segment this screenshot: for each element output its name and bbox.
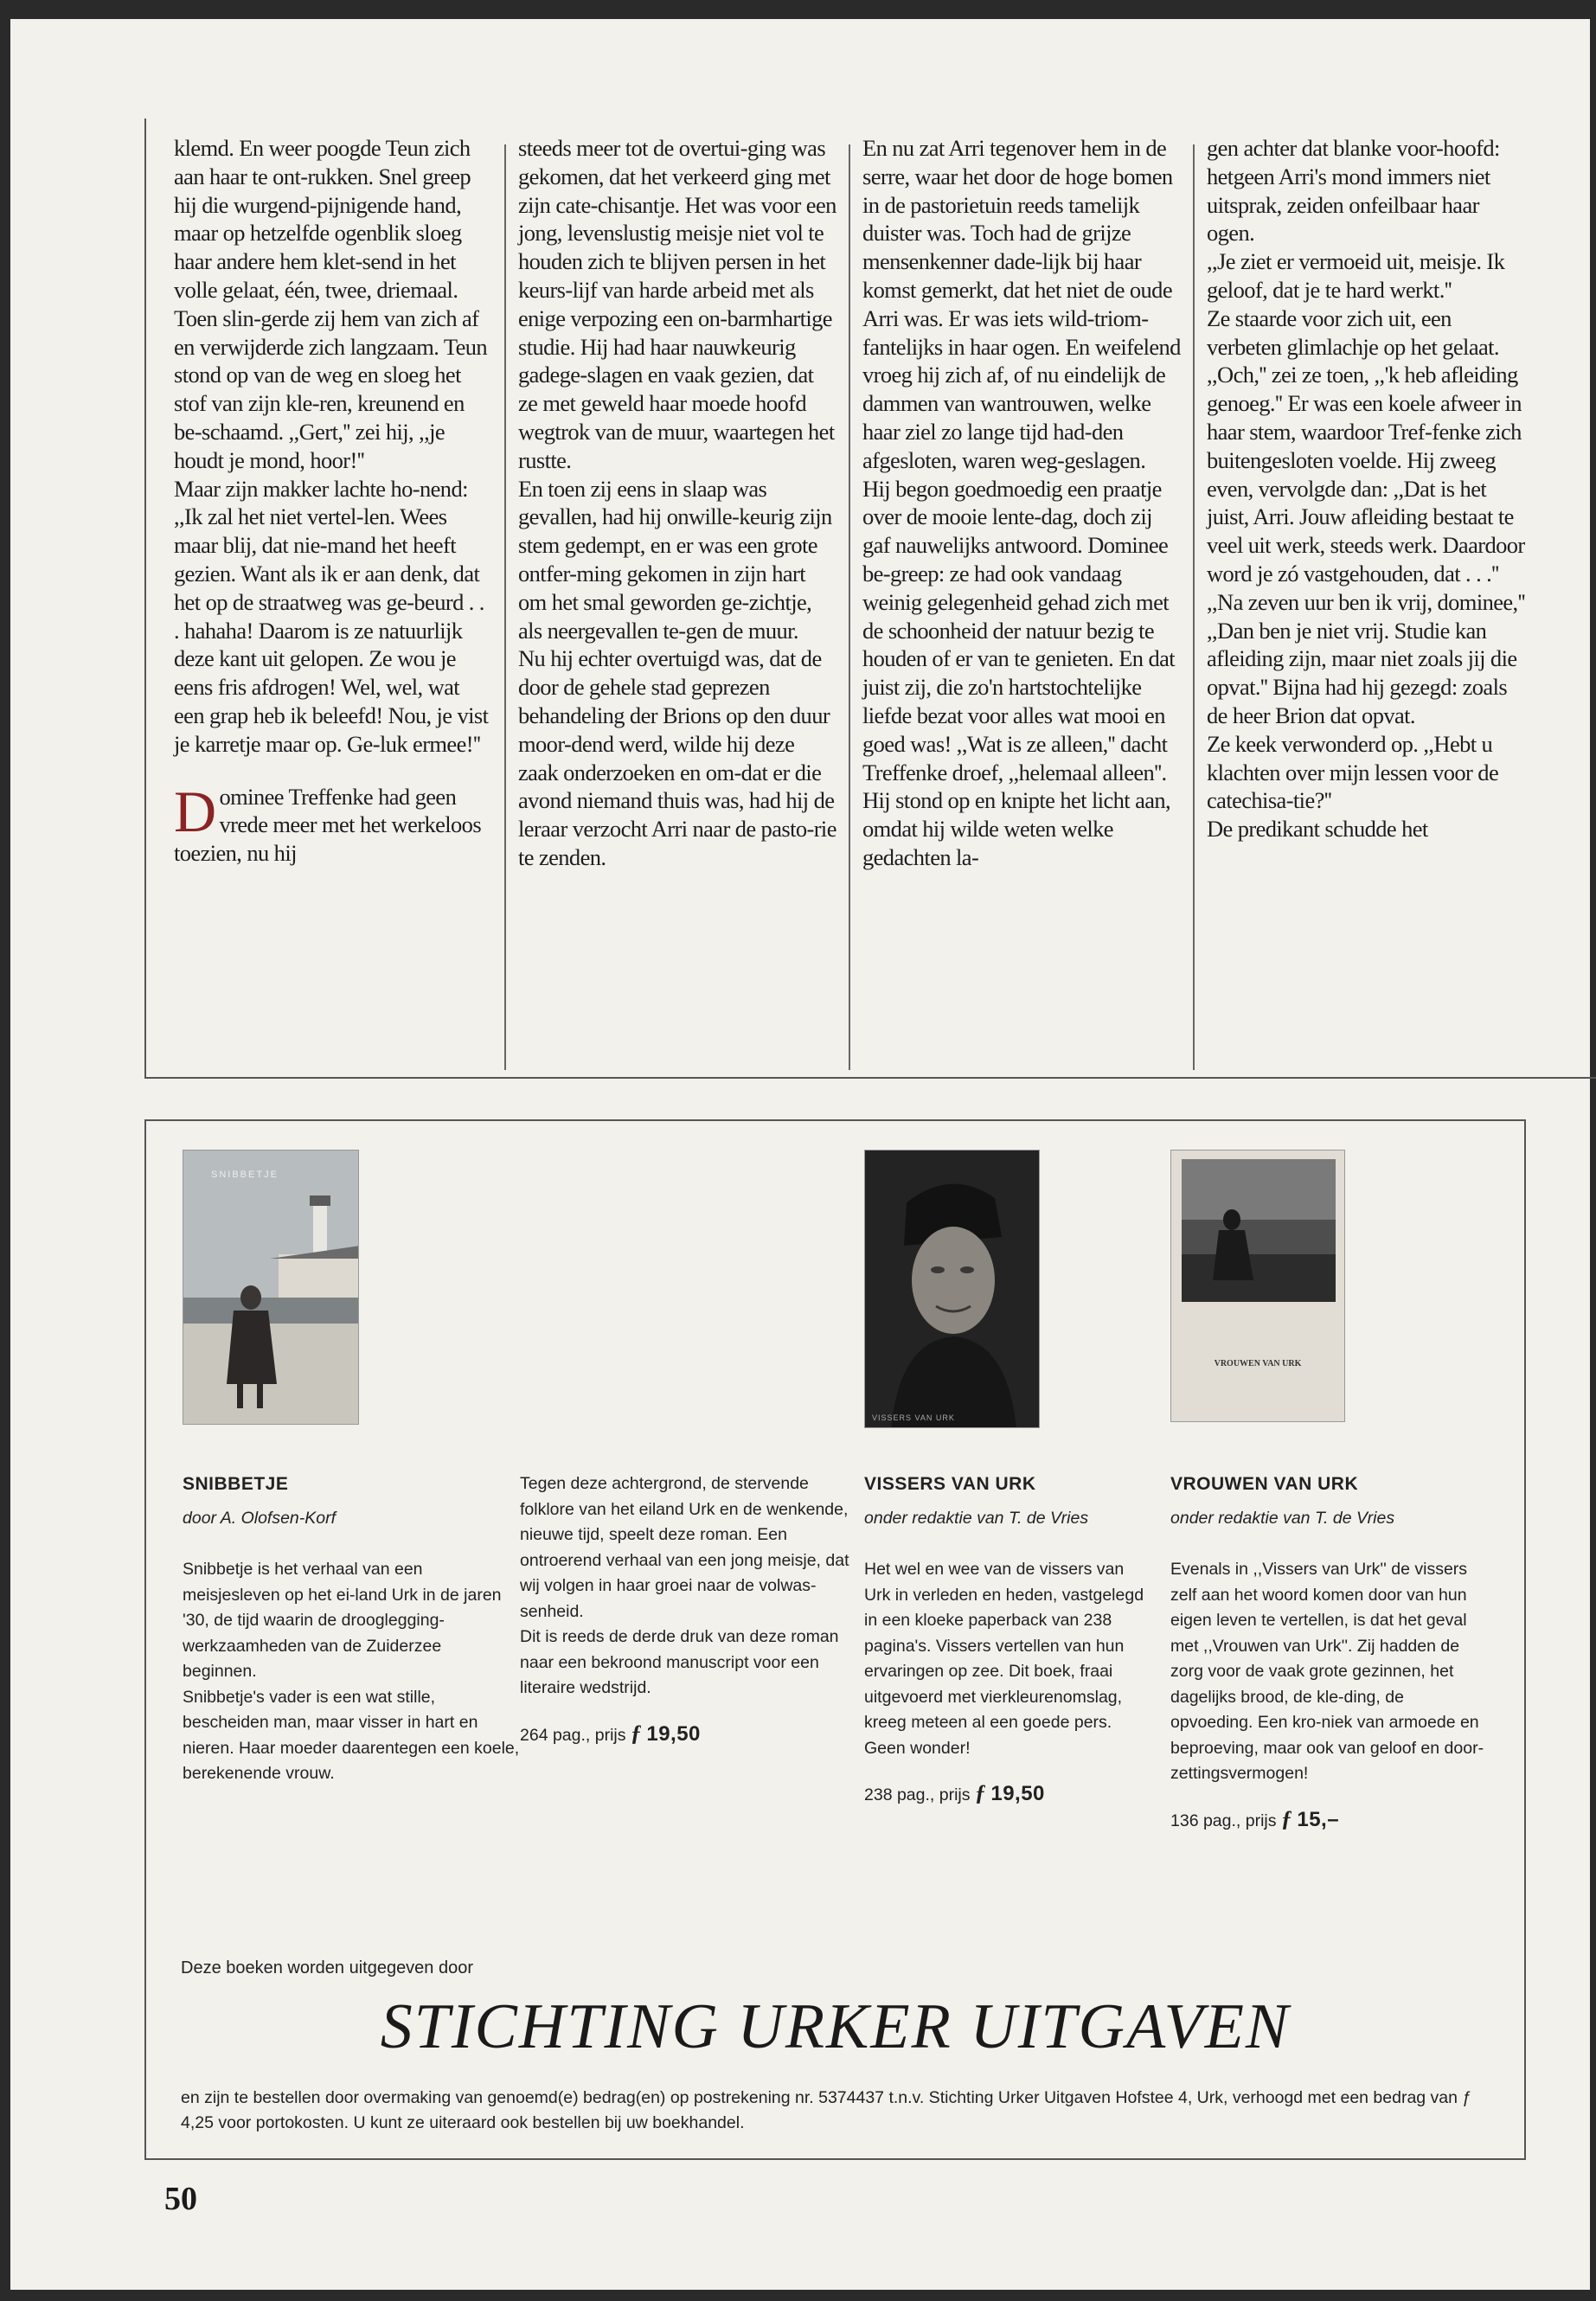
story-column-4: [1207, 134, 1525, 1068]
publisher-intro: Deze boeken worden uitgegeven door: [181, 1958, 474, 1977]
book-advertisement: [144, 1119, 1526, 2160]
drop-cap: D: [174, 778, 216, 844]
book-price: [520, 1721, 857, 1749]
price-value: 19,50: [990, 1782, 1045, 1805]
cover-illustration: [183, 1150, 359, 1425]
story-column-2: [518, 134, 836, 1068]
paragraph: Ze staarde voor zich uit, een verbeten glimlachje op het gelaat. ,,Och,'' zei ze toen, ,,'k heb afleiding genoeg.'' Er was een koele afweer in haar stem, waardoor Tref-fenke zich buitengesloten voelde. Hij zweeg even, vervolgde dan: ,,Dat is het juist, Arri. Jouw afleiding bestaat te veel uit werk, steeds werk. Daardoor word je zó vastgehouden, dat . . .'': [1207, 304, 1525, 586]
book-cover-snibbetje: [183, 1150, 359, 1425]
order-info: en zijn te bestellen door overmaking van genoemd(e) bedrag(en) op postrekening nr. 5374437 t.n.v. Stichting Urker Uitgaven Hofstee 4, Urk, verhoogd met een bedrag van ƒ 4,25 voor portokosten. U kunt ze uiteraard ook bestellen bij uw boekhandel.: [181, 2088, 1472, 2132]
paragraph: ,,Dan ben je niet vrij. Studie kan afleiding zijn, maar niet zoals jij die opvat.'' Bijna had hij gezegd: zoals de heer Brion dat opvat.: [1207, 617, 1517, 728]
book-cover-vissers-van-urk: [864, 1150, 1040, 1428]
story-column-3: [862, 134, 1181, 1068]
paragraph: Ze keek verwonderd op. ,,Hebt u klachten over mijn lessen voor de catechisa-tie?'': [1207, 730, 1499, 814]
book-description: Tegen deze achtergrond, de stervende folklore van het eiland Urk en de wenkende, nieuwe tijd, speelt deze roman. Een ontroerend verhaal van een jong meisje, dat wij volgen in haar groei naar de volwas-senheid.: [520, 1474, 849, 1621]
book-vrouwen-van-urk: [1170, 1471, 1490, 1834]
cover-title: SNIBBETJE: [211, 1170, 279, 1180]
paragraph: klemd. En weer poogde Teun zich aan haar te ont-rukken. Snel greep hij die wurgend-pijnigende hand, maar op hetzelfde ogenblik sloeg haar andere hem klet-send in het volle gelaat, één, twee, driemaal. Toen slin-gerde zij hem van zich af en verwijderde zich langzaam. Teun stond op van de weg en sloeg het stof van zijn kle-ren, kreunend en be-schaamd. ,,Gert,'' zei hij, ,,je houdt je mond, hoor!'': [174, 135, 488, 473]
paragraph: De predikant schudde het: [1207, 816, 1428, 843]
paragraph: En nu zat Arri tegenover hem in de serre, waar het door de hoge bomen in de pastorietuin reeds tamelijk duister was. Toch had de grijze mensenkenner dade-lijk bij haar komst gemerkt, dat het niet de oude Arri was. Er was iets wild-triom-fantelijks in haar ogen. En weifelend vroeg hij zich af, of nu eindelijk de dammen van wantrouwen, welke haar ziel zo lange tijd had-den afgesloten, waren weg-geslagen.: [862, 135, 1181, 473]
column-rule: [504, 144, 506, 1070]
book-snibbetje-continued: [520, 1471, 857, 1748]
column-rule: [1193, 144, 1195, 1070]
cover-illustration: [1171, 1150, 1345, 1422]
paragraph-text: ominee Treffenke had geen vrede meer met het werkeloos toezien, nu hij: [174, 783, 482, 867]
paragraph: Hij begon goedmoedig een praatje over de mooie lente-dag, doch zij gaf nauwelijks antwoord. Dominee be-greep: ze had ook vandaag weinig gelegenheid gehad zich met de schoonheid der natuur bezig te houden of er van te genieten. En dat juist zij, die zo'n hartstochtelijke liefde bezat voor alles wat mooi en goed was! ,,Wat is ze alleen,'' dacht Treffenke droef, ,,helemaal alleen''. Hij stond op en knipte het licht aan, omdat hij wilde weten welke gedachten la-: [862, 475, 1176, 870]
currency-symbol: ƒ: [1280, 1805, 1292, 1831]
paragraph: Nu hij echter overtuigd was, dat de door de gehele stad geprezen behandeling der Brions op den duur moor-dend werd, wilde hij deze zaak onderzoeken en om-dat er die avond niemand thuis was, had hij de leraar verzocht Arri naar de pasto-rie te zenden.: [518, 645, 836, 870]
page-number: 50: [164, 2181, 197, 2217]
paragraph: Maar zijn makker lachte ho-nend: ,,Ik zal het niet vertel-len. Wees maar blij, dat nie-mand het heeft gezien. Want als ik er aan denk, dat het op de straatweg was ge-beurd . . . hahaha! Daarom is ze natuurlijk deze kant uit gelopen. Ze wou je eens fris afdrogen! Wel, wel, wat een grap heb ik beleefd! Nou, je vist je karretje maar op. Ge-luk ermee!'': [174, 475, 489, 757]
book-author: door A. Olofsen-Korf: [183, 1508, 337, 1528]
book-description: Snibbetje is het verhaal van een meisjesleven op het ei-land Urk in de jaren '30, de tijd waarin de drooglegging-werkzaamheden van de Zuiderzee beginnen.: [183, 1560, 502, 1681]
cover-illustration: [865, 1150, 1040, 1428]
book-author: onder redaktie van T. de Vries: [1170, 1508, 1395, 1528]
book-description: Het wel en wee van de vissers van Urk in verleden en heden, vastgelegd in een kloeke paperback van 238 pagina's. Vissers vertellen van hun ervaringen op zee. Dit boek, fraai uitgevoerd met vierkleurenomslag, kreeg meteen al een goede pers. Geen wonder!: [864, 1560, 1144, 1758]
column-rule: [849, 144, 850, 1070]
book-title: VISSERS VAN URK: [864, 1474, 1036, 1494]
cover-title: VROUWEN VAN URK: [1214, 1359, 1302, 1368]
book-vissers-van-urk: [864, 1471, 1150, 1809]
paragraph: En toen zij eens in slaap was gevallen, had hij onwille-keurig zijn stem gedempt, en er was een grote ontfer-ming gekomen in zijn hart om het smal geworden ge-zichtje, als neergevallen te-gen de muur.: [518, 475, 832, 644]
book-title: SNIBBETJE: [183, 1474, 289, 1494]
paragraph: ,,Je ziet er vermoeid uit, meisje. Ik geloof, dat je te hard werkt.'': [1207, 248, 1505, 303]
book-snibbetje: [183, 1471, 520, 1787]
book-price: [1170, 1806, 1490, 1835]
paragraph: steeds meer tot de overtui-ging was gekomen, dat het verkeerd ging met zijn cate-chisantje. Het was voor een jong, levenslustig meisje niet vol te houden zich te blijven persen in het keurs-lijf van harde arbeid met als enige verpozing een on-barmhartige studie. Hij had haar nauwkeurig gadege-slagen en vaak gezien, dat ze met geweld haar moede hoofd wegtrok van de muur, waartegen het rustte.: [518, 135, 836, 473]
book-cover-vrouwen-van-urk: [1170, 1150, 1345, 1422]
paragraph: gen achter dat blanke voor-hoofd: hetgeen Arri's mond immers niet uitsprak, zeiden onfeilbaar haar ogen.: [1207, 135, 1500, 247]
magazine-page: [10, 19, 1590, 2290]
currency-symbol: ƒ: [974, 1780, 986, 1805]
page-count: 264 pag., prijs: [520, 1725, 626, 1745]
cover-title: VISSERS VAN URK: [872, 1413, 955, 1422]
book-description: Evenals in ,,Vissers van Urk'' de vissers zelf aan het woord komen door van hun eigen leven te vertellen, is dat het geval met ,,Vrouwen van Urk''. Zij hadden de zorg voor de vaak grote gezinnen, het dagelijks brood, de kle-ding, de opvoeding. Een kro-niek van armoede en beproeving, maar ook van geloof en door-zettingsvermogen!: [1170, 1560, 1484, 1783]
book-description: Dit is reeds de derde druk van deze roman naar een bekroond manuscript voor een literaire wedstrijd.: [520, 1627, 839, 1697]
book-title: VROUWEN VAN URK: [1170, 1474, 1359, 1494]
paragraph: ,,Na zeven uur ben ik vrij, dominee,'': [1207, 588, 1525, 615]
price-value: 19,50: [646, 1721, 701, 1746]
price-value: 15,–: [1297, 1807, 1340, 1831]
book-author: onder redaktie van T. de Vries: [864, 1508, 1089, 1528]
currency-symbol: ƒ: [630, 1720, 642, 1746]
publisher-logo: STICHTING URKER UITGAVEN: [380, 1991, 1291, 2062]
paragraph-dropcap: [174, 778, 492, 868]
story-column-1: [174, 134, 492, 1068]
story-block: [144, 119, 1596, 1079]
page-count: 238 pag., prijs: [864, 1785, 971, 1804]
book-price: [864, 1780, 1150, 1809]
book-description: Snibbetje's vader is een wat stille, bescheiden man, maar visser in hart en nieren. Haar moeder daarentegen een koele, berekenende vrouw.: [183, 1687, 520, 1783]
page-count: 136 pag., prijs: [1170, 1811, 1277, 1830]
